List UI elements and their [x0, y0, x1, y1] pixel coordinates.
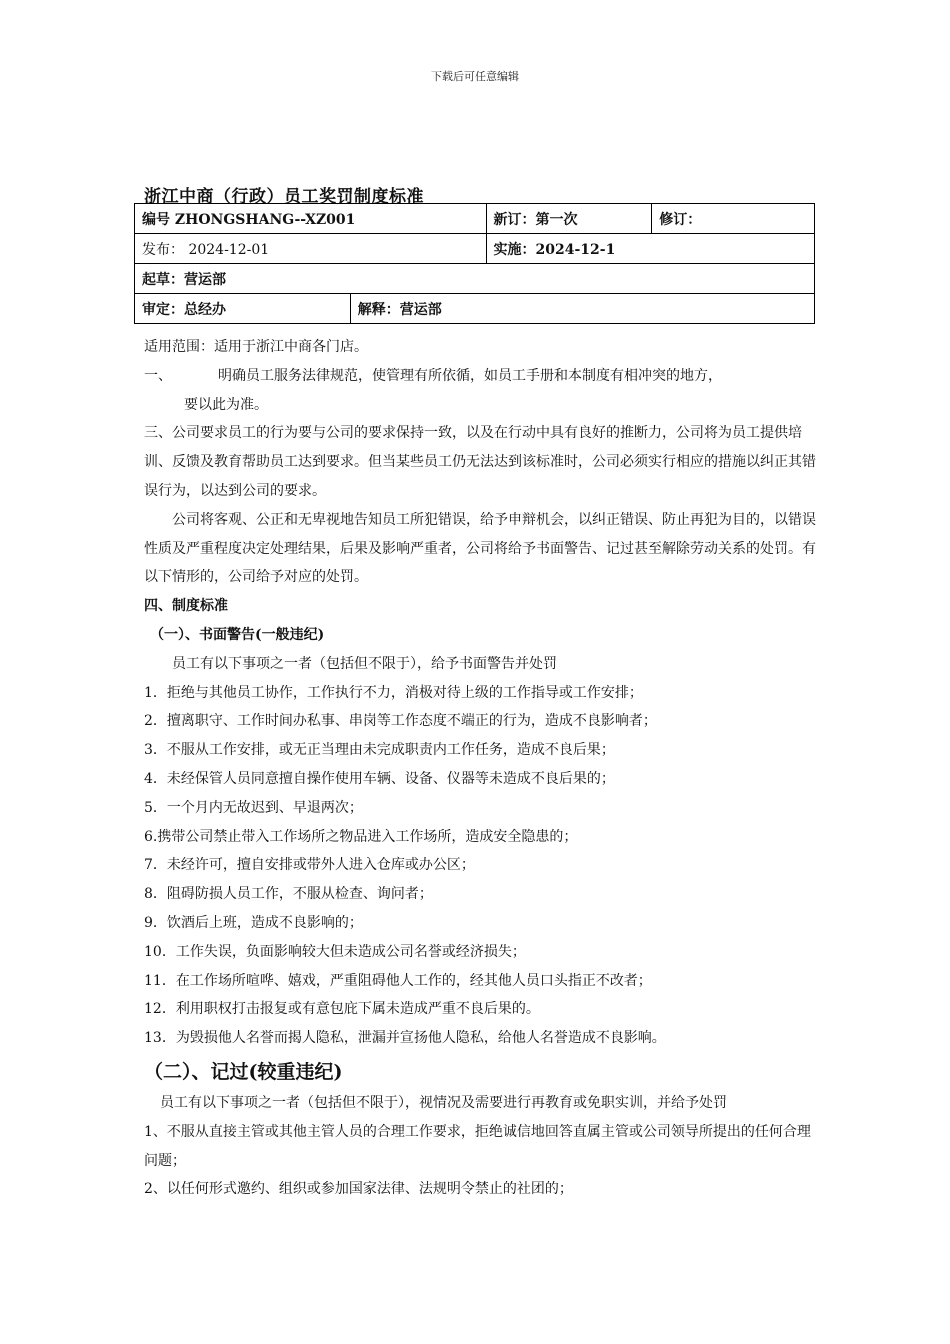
list-item: 4．未经保管人员同意擅自操作使用车辆、设备、仪器等未造成不良后果的； [144, 770, 615, 787]
list-item: 2．擅离职守、工作时间办私事、串岗等工作态度不端正的行为，造成不良影响者； [144, 713, 657, 730]
list-item: 13．为毁损他人名誉而揭人隐私，泄漏并宣扬他人隐私，给他人名誉造成不良影响。 [144, 1030, 666, 1047]
meta-new-edition: 新订：第一次 [486, 204, 652, 234]
meta-interpret: 解释：营运部 [350, 294, 814, 324]
document-body [144, 333, 820, 1204]
subsection-1-intro: 员工有以下事项之一者（包括但不限于），给予书面警告并处罚 [172, 655, 557, 672]
scope-text: 适用范围：适用于浙江中商各门店。 [144, 339, 368, 355]
section-4-heading: 四、制度标准 [144, 598, 228, 615]
meta-row [135, 234, 815, 264]
meta-row [135, 294, 815, 324]
meta-revision: 修订： [652, 204, 815, 234]
list-item: 7．未经许可，擅自安排或带外人进入仓库或办公区； [144, 857, 475, 874]
meta-draft: 起草：营运部 [135, 264, 815, 294]
list-item: 1．拒绝与其他员工协作，工作执行不力，消极对待上级的工作指导或工作安排； [144, 684, 643, 701]
subsection-2-list [144, 1118, 820, 1204]
item-1-label: 一、 [144, 367, 172, 384]
meta-row [135, 204, 815, 234]
page-header-note: 下载后可任意编辑 [431, 70, 519, 83]
list-item: 6.携带公司禁止带入工作场所之物品进入工作场所，造成安全隐患的； [144, 828, 578, 845]
meta-row [135, 264, 815, 294]
subsection-2-heading: （二）、记过(较重违纪) [144, 1060, 343, 1083]
item-1-continuation: 要以此为准。 [184, 396, 268, 413]
list-item: 12．利用职权打击报复或有意包庇下属未造成严重不良后果的。 [144, 1001, 540, 1018]
list-item: 5．一个月内无故迟到、早退两次； [144, 799, 363, 816]
list-item: 11．在工作场所喧哗、嬉戏，严重阻碍他人工作的，经其他人员口头指正不改者； [144, 972, 652, 989]
item-3: 三、公司要求员工的行为要与公司的要求保持一致，以及在行动中具有良好的推断力，公司将为员工提供培训、反馈及教育帮助员工达到要求。但当某些员工仍无法达到该标准时，公司必须实行相应的措施以纠正其错误行为，以达到公司的要求。 [144, 425, 816, 499]
list-item: 3．不服从工作安排，或无正当理由未完成职责内工作任务，造成不良后果； [144, 742, 615, 759]
meta-publish: 发布： 2024-12-01 [135, 234, 487, 264]
subsection-1-list [144, 679, 820, 1053]
meta-implement: 实施：2024-12-1 [486, 234, 814, 264]
list-item: 8．阻碍防损人员工作，不服从检查、询问者； [144, 886, 433, 903]
document-title: 浙江中商（行政）员工奖罚制度标准 [144, 187, 424, 207]
item-1 [144, 362, 820, 391]
subsection-1-heading: （一）、书面警告(一般违纪) [150, 626, 325, 643]
list-item: 1、不服从直接主管或其他主管人员的合理工作要求，拒绝诚信地回答直属主管或公司领导所提出的任何合理问题； [144, 1123, 811, 1169]
list-item: 2、以任何形式邀约、组织或参加国家法律、法规明令禁止的社团的； [144, 1181, 573, 1198]
principle-paragraph: 公司将客观、公正和无卑视地告知员工所犯错误，给予申辩机会，以纠正错误、防止再犯为目的，以错误性质及严重程度决定处理结果，后果及影响严重者，公司将给予书面警告、记过甚至解除劳动关系的处罚。有以下情形的，公司给予对应的处罚。 [144, 511, 816, 586]
document-meta-table [134, 203, 815, 324]
meta-code: 编号 ZHONGSHANG--XZ001 [135, 204, 487, 234]
subsection-2-intro: 员工有以下事项之一者（包括但不限于），视情况及需要进行再教育或免职实训，并给予处罚 [160, 1094, 727, 1111]
item-1-text: 明确员工服务法律规范，使管理有所依循，如员工手册和本制度有相冲突的地方， [218, 367, 722, 384]
meta-review: 审定：总经办 [135, 294, 351, 324]
list-item: 10．工作失误，负面影响较大但未造成公司名誉或经济损失； [144, 943, 526, 960]
list-item: 9．饮酒后上班，造成不良影响的； [144, 914, 363, 931]
